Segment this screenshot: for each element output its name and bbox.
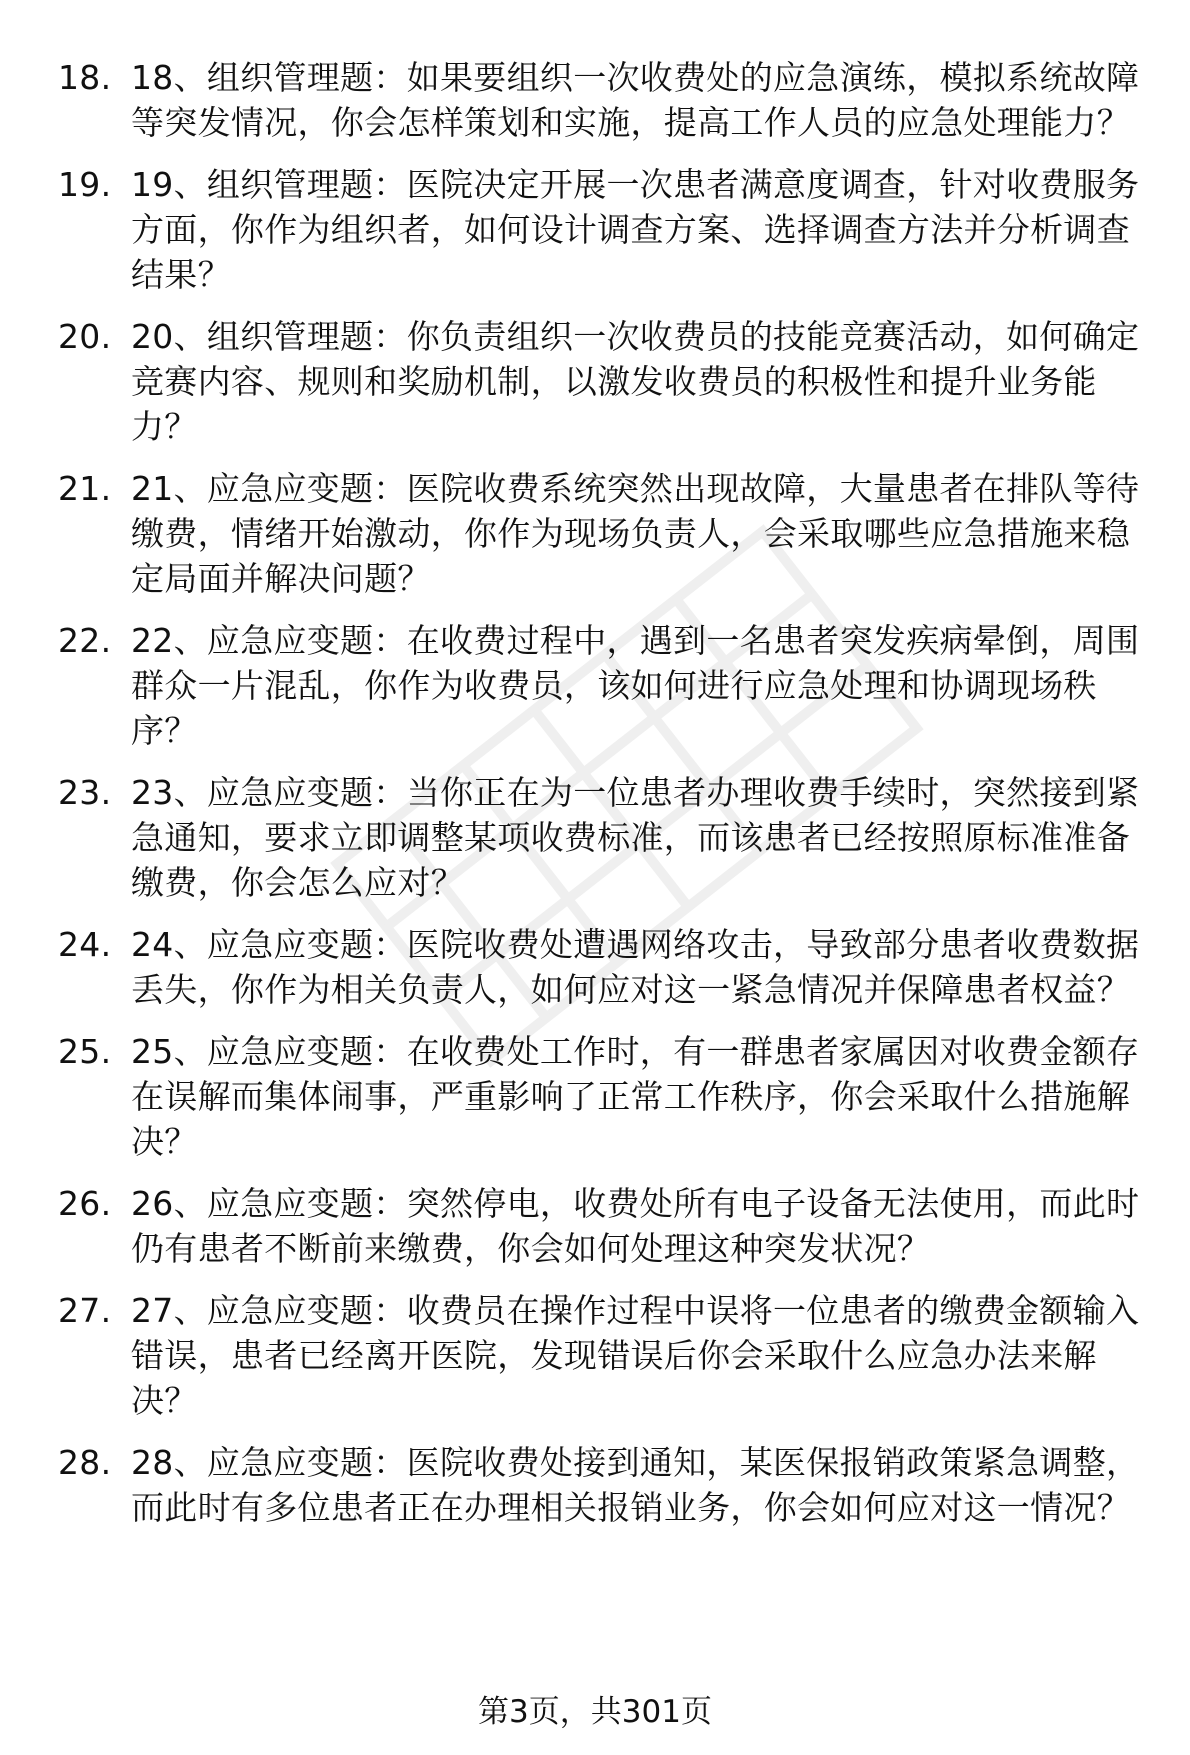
question-item (58, 618, 1148, 753)
question-text: 27、应急应变题：收费员在操作过程中误将一位患者的缴费金额输入错误，患者已经离开医院，发现错误后你会采取什么应急办法来解决？ (131, 1291, 1140, 1420)
question-number: 23. (58, 773, 112, 812)
question-item (58, 1181, 1148, 1271)
question-text: 28、应急应变题：医院收费处接到通知，某医保报销政策紧急调整，而此时有多位患者正在办理相关报销业务，你会如何应对这一情况？ (131, 1443, 1140, 1527)
question-text: 25、应急应变题：在收费处工作时，有一群患者家属因对收费金额存在误解而集体闹事，严重影响了正常工作秩序，你会采取什么措施解决？ (131, 1032, 1140, 1161)
question-item (58, 1029, 1148, 1164)
question-text: 19、组织管理题：医院决定开展一次患者满意度调查，针对收费服务方面，你作为组织者，如何设计调查方案、选择调查方法并分析调查结果？ (131, 165, 1140, 294)
question-number: 18. (58, 58, 112, 97)
question-number: 19. (58, 165, 112, 204)
question-text: 22、应急应变题：在收费过程中，遇到一名患者突发疾病晕倒，周围群众一片混乱，你作为收费员，该如何进行应急处理和协调现场秩序？ (131, 621, 1140, 750)
question-item (58, 770, 1148, 905)
question-number: 22. (58, 621, 112, 660)
question-item (58, 55, 1148, 145)
question-item (58, 162, 1148, 297)
question-text: 26、应急应变题：突然停电，收费处所有电子设备无法使用，而此时仍有患者不断前来缴费，你会如何处理这种突发状况？ (131, 1184, 1140, 1268)
question-number: 25. (58, 1032, 112, 1071)
question-text: 21、应急应变题：医院收费系统突然出现故障，大量患者在排队等待缴费，情绪开始激动，你作为现场负责人，会采取哪些应急措施来稳定局面并解决问题？ (131, 469, 1140, 598)
question-number: 20. (58, 317, 112, 356)
question-number: 26. (58, 1184, 112, 1223)
question-item (58, 922, 1148, 1012)
question-text: 24、应急应变题：医院收费处遭遇网络攻击，导致部分患者收费数据丢失，你作为相关负责人，如何应对这一紧急情况并保障患者权益？ (131, 925, 1140, 1009)
question-item (58, 1288, 1148, 1423)
question-list (58, 55, 1148, 1547)
question-number: 21. (58, 469, 112, 508)
question-text: 20、组织管理题：你负责组织一次收费员的技能竞赛活动，如何确定竞赛内容、规则和奖励机制，以激发收费员的积极性和提升业务能力？ (131, 317, 1140, 446)
page-footer: 第3页，共301页 (478, 1694, 712, 1730)
question-item (58, 466, 1148, 601)
question-item (58, 314, 1148, 449)
question-item (58, 1440, 1148, 1530)
question-number: 24. (58, 925, 112, 964)
question-text: 18、组织管理题：如果要组织一次收费处的应急演练，模拟系统故障等突发情况，你会怎样策划和实施，提高工作人员的应急处理能力？ (131, 58, 1140, 142)
question-number: 27. (58, 1291, 112, 1330)
question-number: 28. (58, 1443, 112, 1482)
question-text: 23、应急应变题：当你正在为一位患者办理收费手续时，突然接到紧急通知，要求立即调整某项收费标准，而该患者已经按照原标准准备缴费，你会怎么应对？ (131, 773, 1140, 902)
